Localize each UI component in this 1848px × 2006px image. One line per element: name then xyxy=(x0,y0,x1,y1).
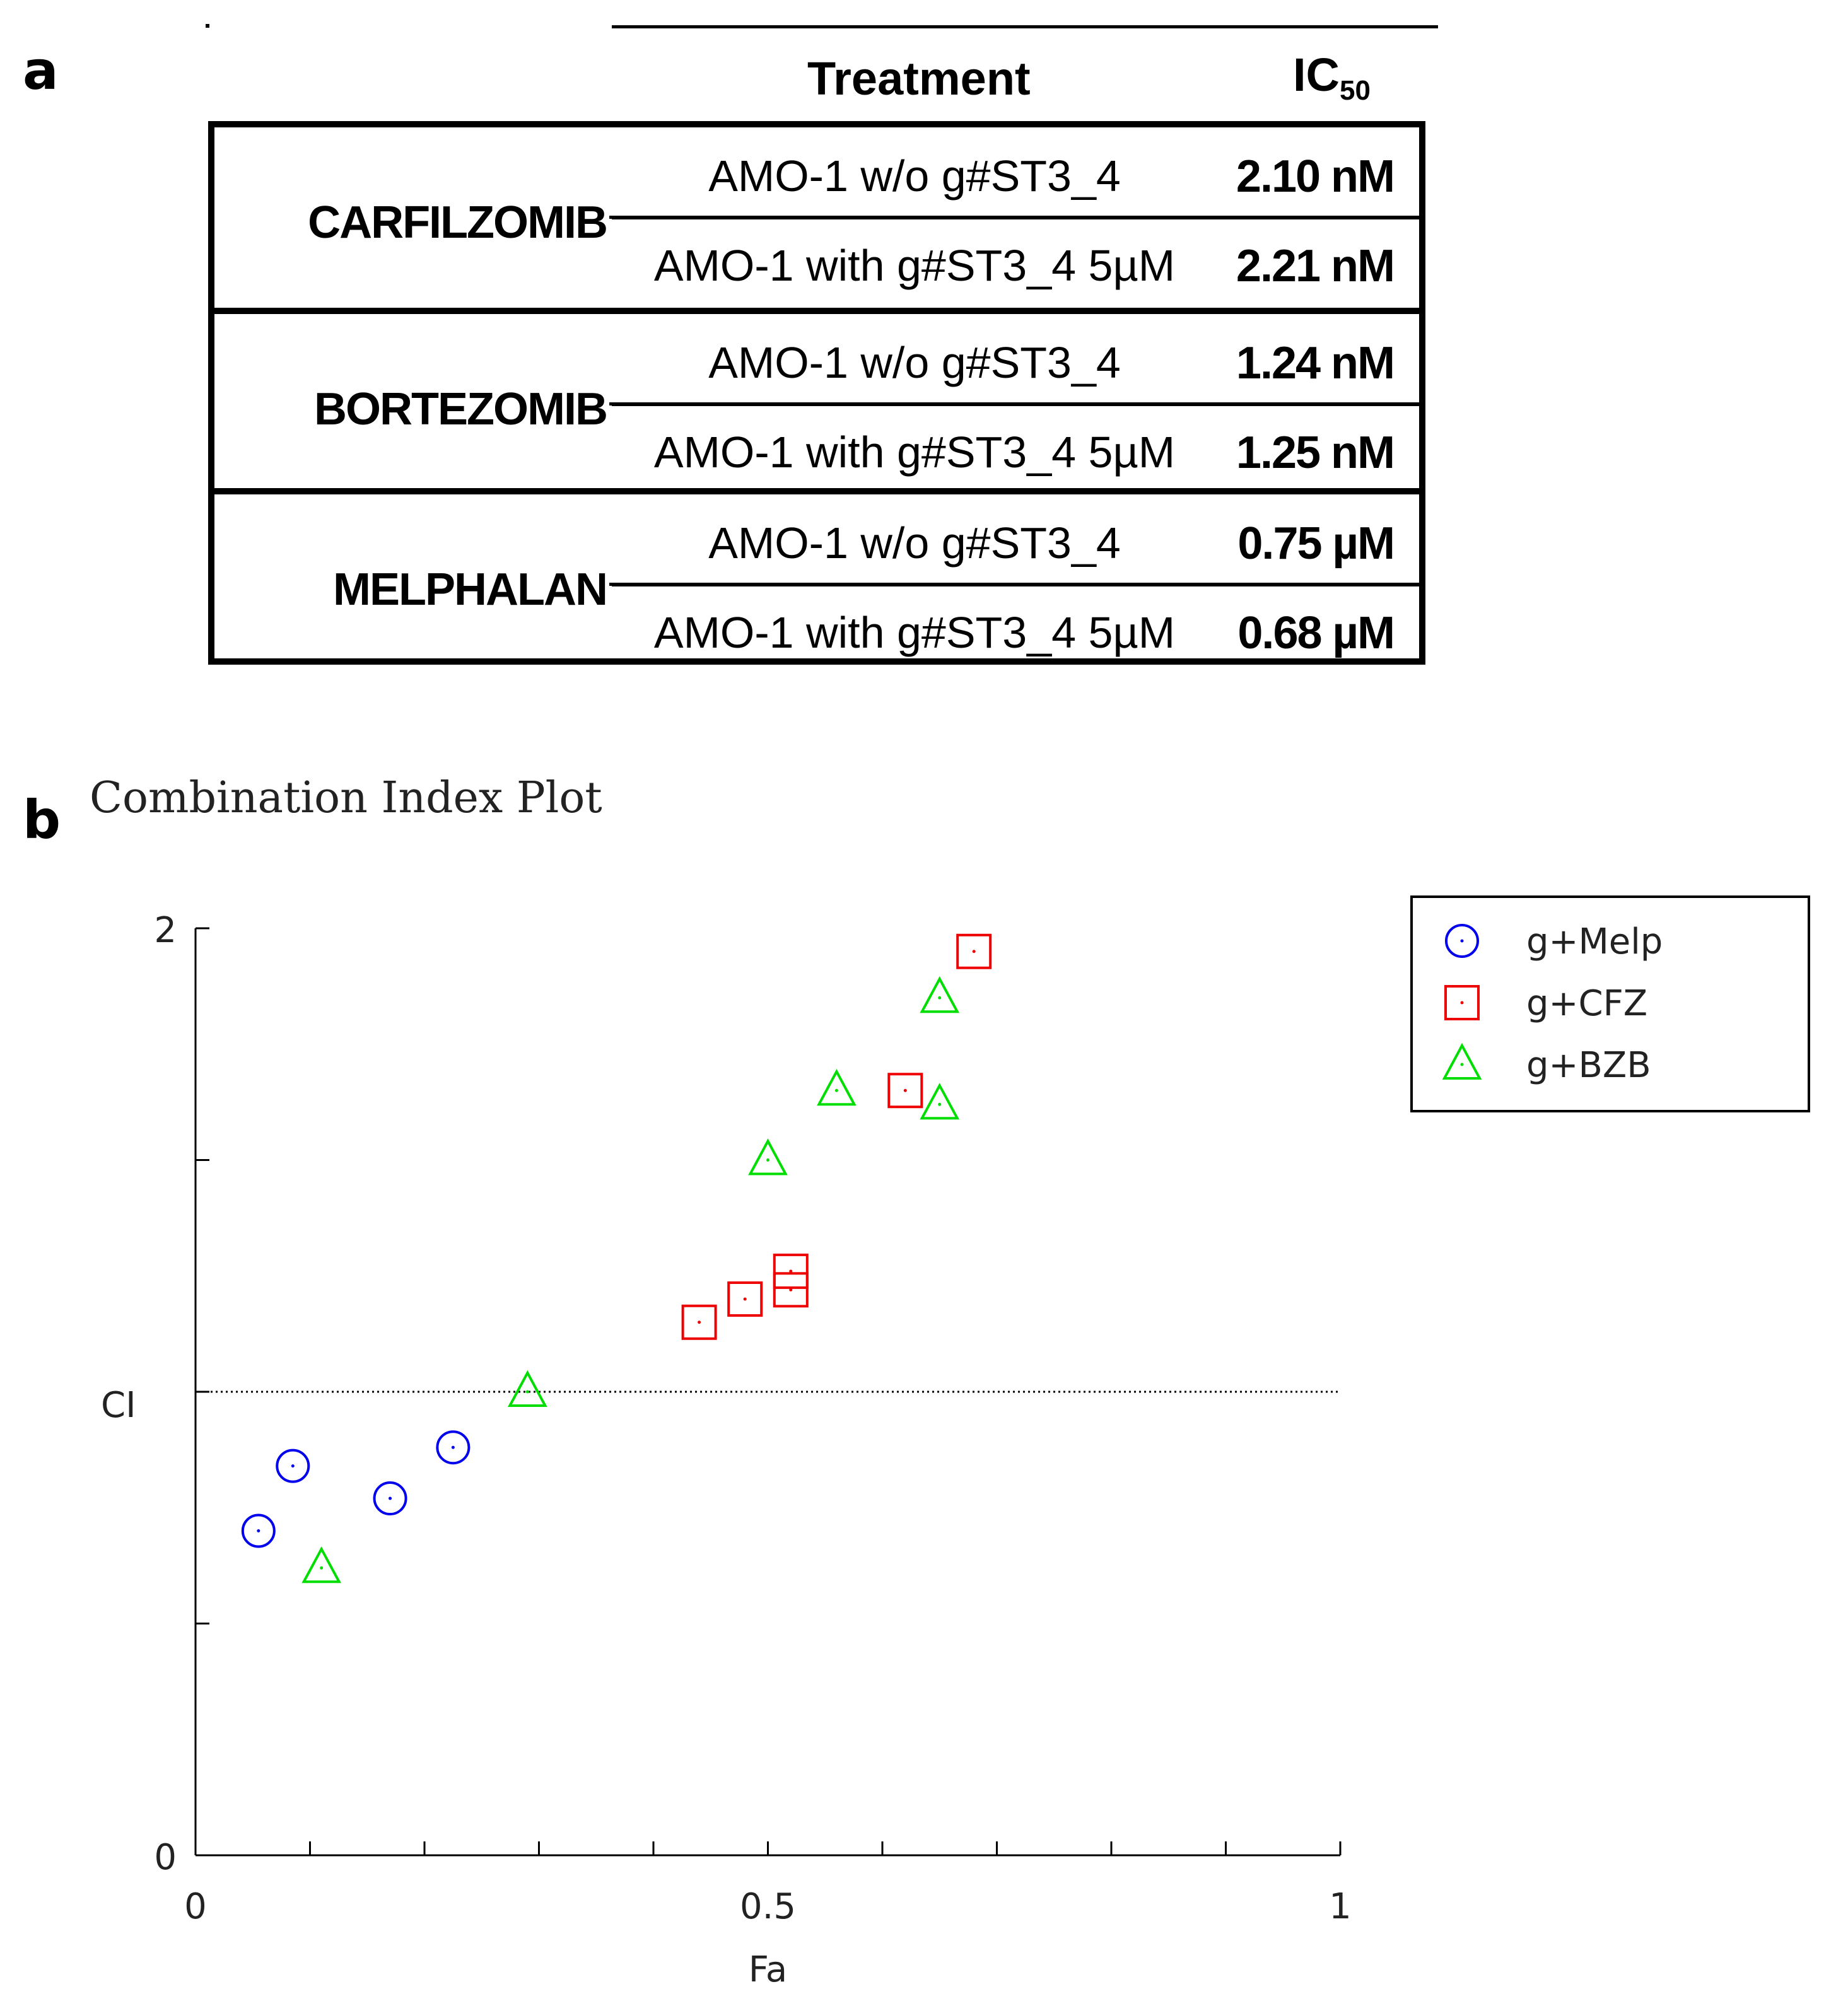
data-point xyxy=(728,1283,761,1315)
ic50-value-cell: 1.24 nM xyxy=(1236,338,1394,388)
treatment-cell: AMO-1 with g#ST3_4 5µM xyxy=(653,608,1176,657)
data-point xyxy=(304,1549,339,1582)
x-tick-label: 1 xyxy=(1329,1886,1352,1927)
treatment-cell: AMO-1 w/o g#ST3_4 xyxy=(708,151,1121,201)
data-point xyxy=(510,1373,545,1406)
marker-shape xyxy=(751,1141,786,1174)
series-g-bzb xyxy=(304,979,957,1582)
marker-shape xyxy=(922,1085,957,1118)
data-point xyxy=(437,1432,469,1463)
ic50-value-cell: 0.68 µM xyxy=(1237,608,1394,658)
marker-center-dot xyxy=(452,1446,455,1449)
marker-center-dot xyxy=(291,1464,295,1467)
series-g-cfz xyxy=(683,935,991,1339)
marker-center-dot xyxy=(766,1158,769,1162)
y-axis-label: CI xyxy=(101,1385,136,1426)
marker-center-dot xyxy=(904,1089,907,1092)
drug-name: MELPHALAN xyxy=(333,564,607,615)
data-point xyxy=(957,935,990,968)
marker-center-dot xyxy=(526,1391,529,1394)
marker-center-dot xyxy=(389,1497,392,1500)
marker-center-dot xyxy=(320,1566,323,1570)
chart-title: Combination Index Plot xyxy=(90,773,602,823)
x-tick-label: 0.5 xyxy=(739,1886,797,1927)
ic50-value-cell: 0.75 µM xyxy=(1237,518,1394,569)
treatment-cell: AMO-1 with g#ST3_4 5µM xyxy=(653,428,1176,477)
marker-center-dot xyxy=(789,1269,792,1273)
ic50-value-cell: 1.25 nM xyxy=(1236,428,1394,478)
marker-shape xyxy=(304,1549,339,1582)
data-point xyxy=(775,1273,807,1306)
data-point xyxy=(375,1483,406,1514)
marker-center-dot xyxy=(835,1089,838,1092)
marker-shape xyxy=(819,1071,854,1104)
legend-label: g+CFZ xyxy=(1526,983,1648,1024)
treatment-cell: AMO-1 with g#ST3_4 5µM xyxy=(653,241,1176,290)
ic50-header-main: IC xyxy=(1293,49,1340,101)
drug-name: CARFILZOMIB xyxy=(308,197,607,248)
marker-center-dot xyxy=(973,950,976,953)
marker-center-dot xyxy=(938,1103,941,1106)
data-point xyxy=(277,1450,308,1482)
y-tick-label: 0 xyxy=(154,1837,177,1878)
marker-center-dot xyxy=(1461,940,1464,943)
panel-b-label: b xyxy=(23,789,61,851)
data-point xyxy=(751,1141,786,1174)
ic50-value-cell: 2.10 nM xyxy=(1236,151,1394,202)
marker-shape xyxy=(922,979,957,1012)
marker-center-dot xyxy=(1461,1001,1464,1005)
legend xyxy=(1412,897,1809,1111)
treatment-column-header: Treatment xyxy=(807,52,1031,105)
marker-center-dot xyxy=(938,996,941,1000)
x-tick-label: 0 xyxy=(184,1886,207,1927)
data-point xyxy=(922,1085,957,1118)
marker-center-dot xyxy=(744,1298,747,1301)
marker-center-dot xyxy=(1461,1063,1464,1066)
y-tick-label: 2 xyxy=(154,910,177,951)
ic50-header-subscript: 50 xyxy=(1340,75,1371,106)
data-point xyxy=(819,1071,854,1104)
treatment-cell: AMO-1 w/o g#ST3_4 xyxy=(708,518,1121,568)
marker-shape xyxy=(510,1373,545,1406)
legend-label: g+Melp xyxy=(1526,921,1663,962)
data-point xyxy=(775,1255,807,1288)
data-point xyxy=(922,979,957,1012)
x-axis-label: Fa xyxy=(748,1949,788,1990)
ic50-value-cell: 2.21 nM xyxy=(1236,241,1394,291)
panel-a-label: a xyxy=(23,40,59,102)
drug-name: BORTEZOMIB xyxy=(314,384,607,434)
data-point xyxy=(683,1306,716,1339)
marker-center-dot xyxy=(698,1321,701,1324)
data-point xyxy=(889,1074,921,1107)
series-g-melp xyxy=(243,1432,469,1546)
data-point xyxy=(243,1515,274,1547)
marker-center-dot xyxy=(257,1529,260,1532)
legend-label: g+BZB xyxy=(1526,1045,1651,1086)
treatment-cell: AMO-1 w/o g#ST3_4 xyxy=(708,338,1121,387)
